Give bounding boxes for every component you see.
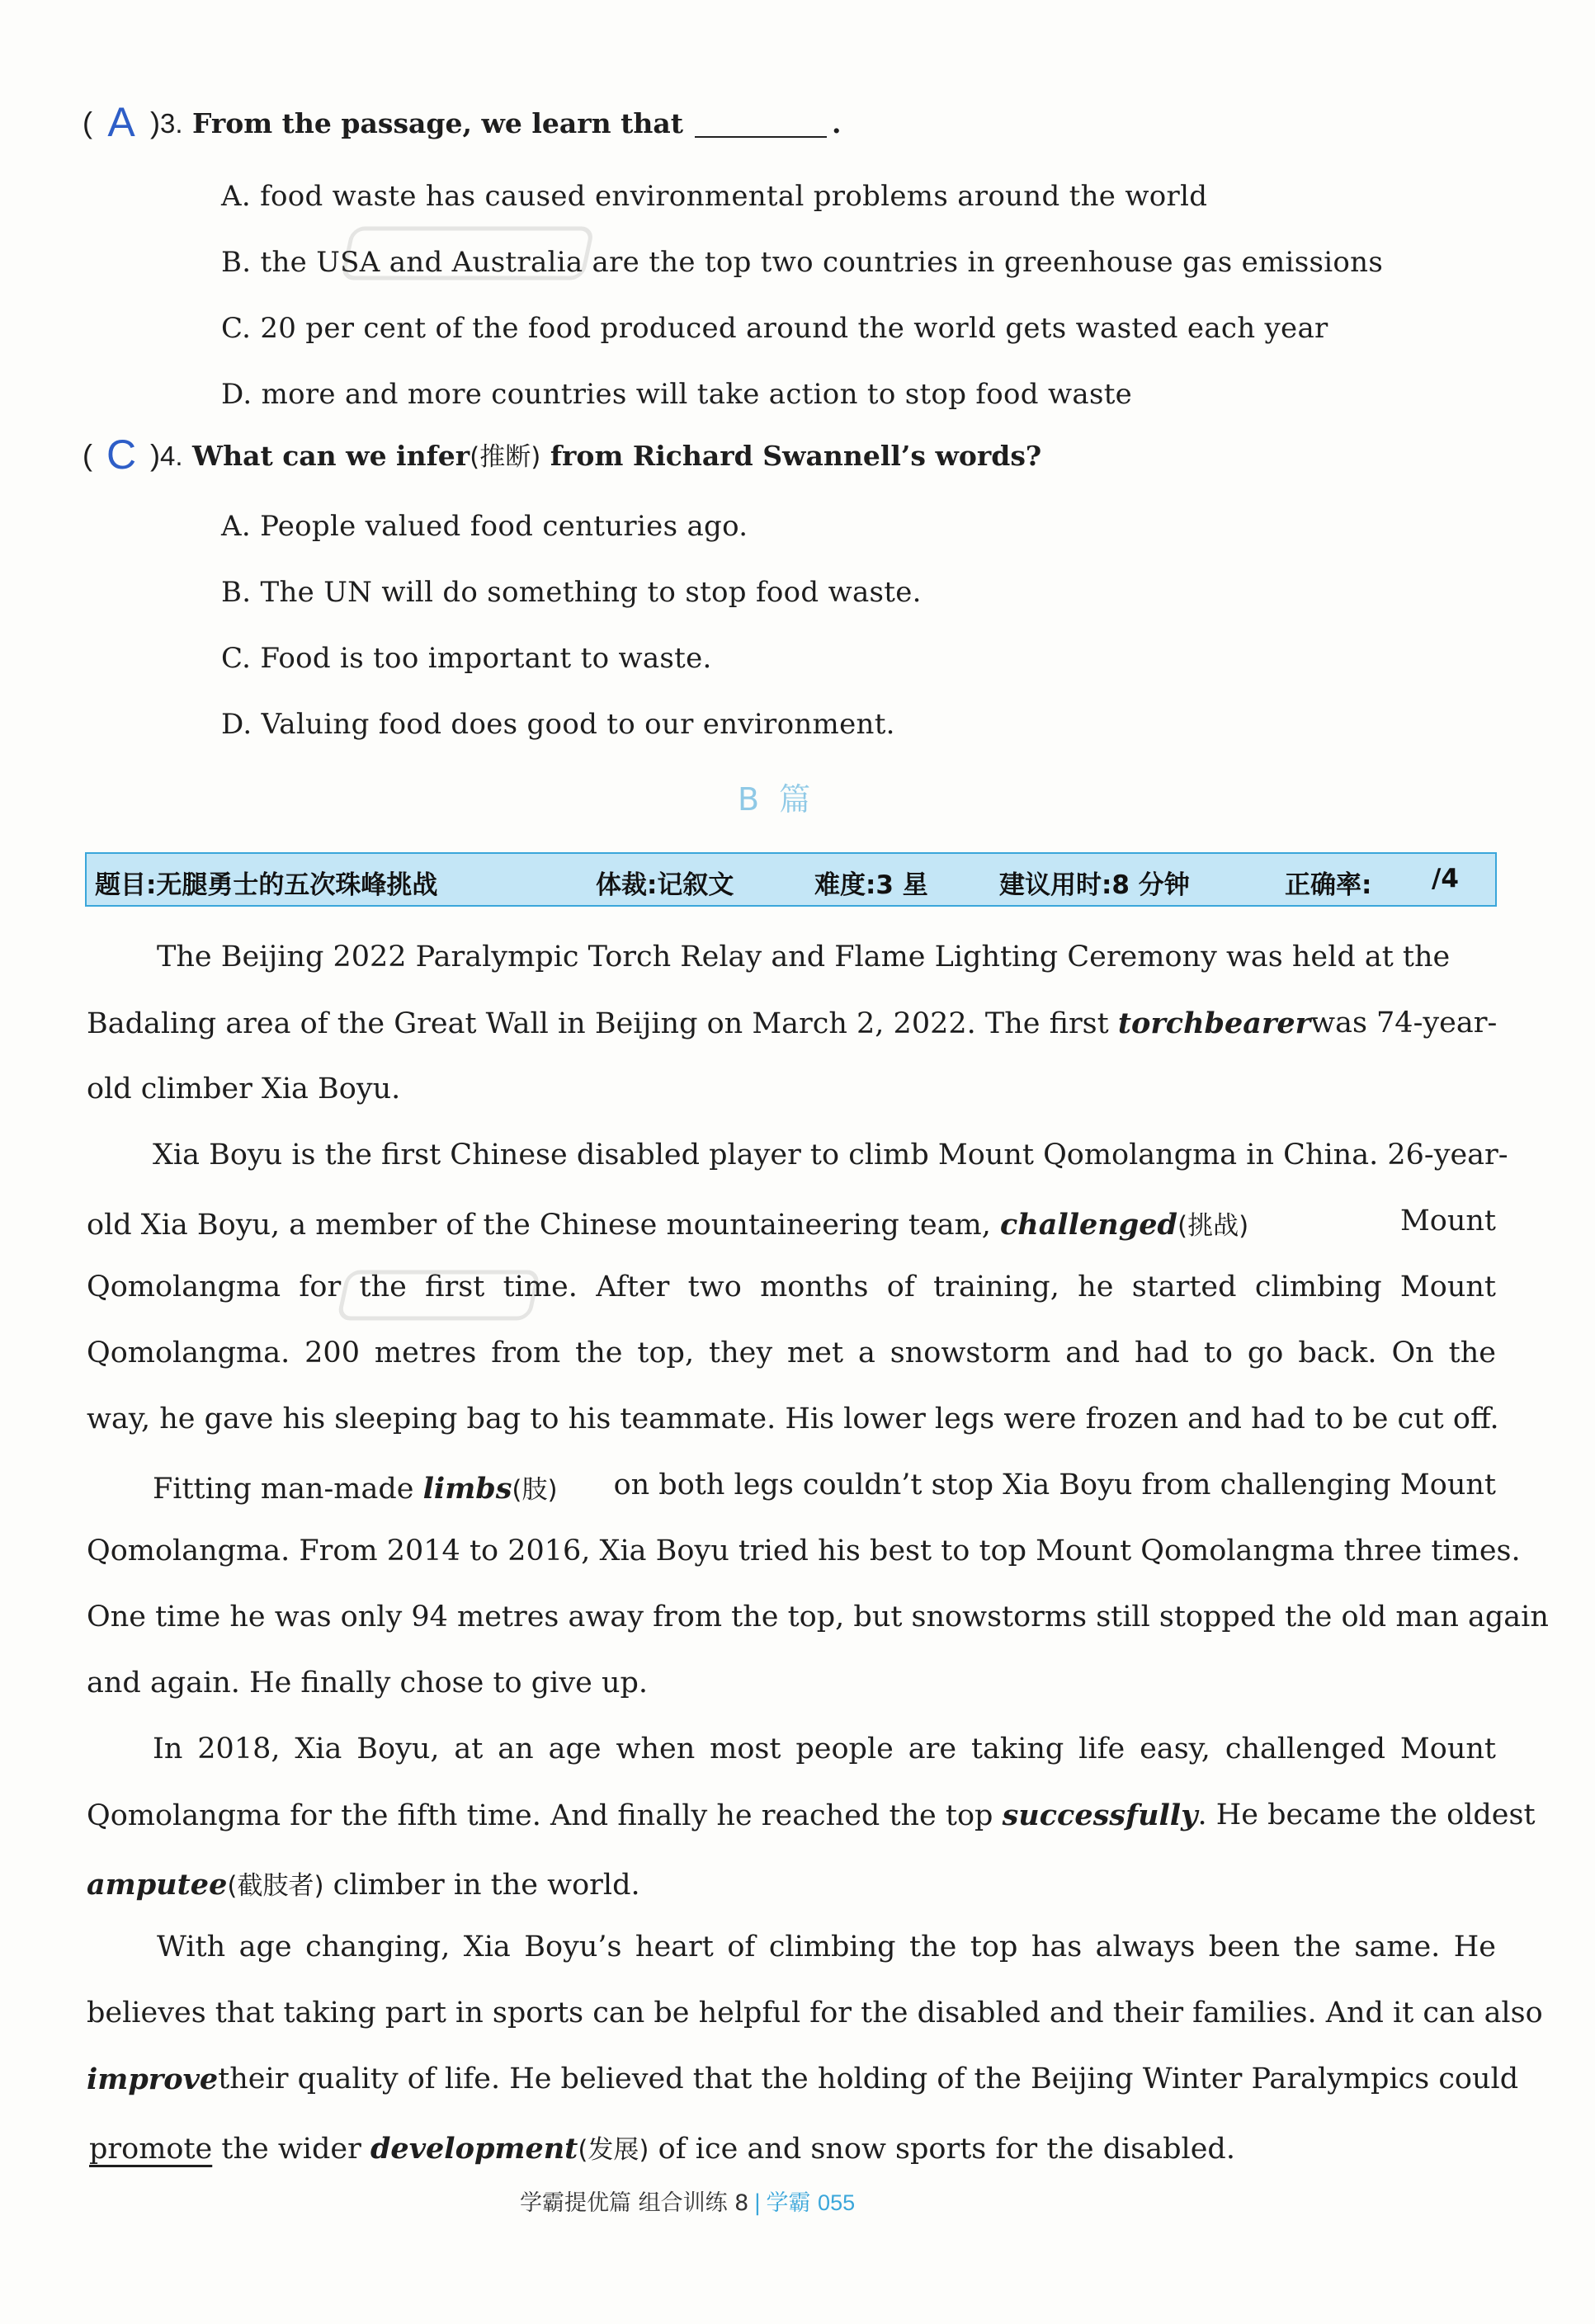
passage-line: Qomolangma for the first time. After two months of training, he started climbing Mount (87, 1270, 1496, 1303)
option-3d: D. more and more countries will take action to stop food waste (221, 378, 1133, 411)
option-3b: B. the USA and Australia are the top two countries in greenhouse gas emissions (221, 246, 1384, 279)
text-run: their quality of life. He believed that the holding of the Beijing Winter Paralympics could (218, 2062, 1519, 2095)
passage-line: and again. He finally chose to give up. (87, 1666, 649, 1699)
section-heading (738, 774, 830, 819)
paren-close: ) (150, 106, 160, 139)
passage-line: One time he was only 94 metres away from the top, but snowstorms still stopped the old man again (87, 1600, 1549, 1633)
footer-brand: 学霸 (766, 2190, 811, 2216)
banner-genre: 体裁:记叙文 (596, 870, 734, 900)
passage-line (153, 1468, 1496, 1506)
text-run: . He became the oldest (1197, 1798, 1536, 1831)
passage-line: Xia Boyu is the first Chinese disabled player to climb Mount Qomolangma in China. 26-year- (153, 1138, 1508, 1171)
gloss: (发展) (578, 2135, 649, 2165)
keyword: improve (87, 2062, 219, 2096)
passage-line (87, 2062, 1519, 2096)
option-4c: C. Food is too important to waste. (221, 642, 712, 675)
option-4a: A. People valued food centuries ago. (221, 510, 748, 543)
info-banner (85, 852, 1497, 907)
text-run: on both legs couldn’t stop Xia Boyu from challenging Mount (613, 1468, 1496, 1501)
keyword: limbs (422, 1472, 512, 1506)
passage-line: way, he gave his sleeping bag to his teammate. His lower legs were frozen and had to be cut off. (87, 1402, 1499, 1435)
page-number: 055 (818, 2190, 856, 2215)
keyword: torchbearer (1117, 1006, 1311, 1040)
passage-line (89, 2128, 1235, 2166)
question-4 (83, 431, 1042, 478)
question-stem-end: . (831, 107, 842, 139)
option-3c: C. 20 per cent of the food produced around the world gets wasted each year (221, 312, 1328, 345)
footer-label: 学霸提优篇 组合训练 8 (520, 2190, 749, 2216)
underlined-word: promote (89, 2133, 213, 2166)
paren-open: ( (83, 106, 92, 139)
page-footer (520, 2185, 855, 2217)
text-run: climber in the world. (323, 1869, 640, 1902)
question-stem-rest: from Richard Swannell’s words? (540, 440, 1042, 472)
footer-divider: | (753, 2190, 762, 2216)
paren-close: ) (150, 438, 160, 472)
banner-topic: 题目:无腿勇士的五次珠峰挑战 (95, 870, 438, 900)
question-stem: From the passage, we learn that (192, 107, 683, 139)
answer-mark: A (107, 99, 135, 145)
passage-line: Qomolangma. From 2014 to 2016, Xia Boyu tried his best to top Mount Qomolangma three times. (87, 1534, 1521, 1567)
text-run: Mount (1399, 1204, 1496, 1237)
passage-line (87, 1864, 640, 1902)
text-run: Qomolangma for the fifth time. And finally he reached the top (87, 1799, 1003, 1832)
keyword: amputee (87, 1868, 228, 1902)
banner-accuracy-label: 正确率: (1285, 870, 1372, 900)
passage-line: believes that taking part in sports can be helpful for the disabled and their families. And it can also (87, 1996, 1543, 2029)
keyword: successfully (1002, 1798, 1198, 1832)
passage-line (87, 1204, 1496, 1242)
question-number: 3. (160, 108, 183, 139)
text-run: Fitting man-made (153, 1473, 423, 1506)
option-4b: B. The UN will do something to stop food waste. (221, 576, 922, 609)
text-run: Badaling area of the Great Wall in Beijing on March 2, 2022. The first (87, 1007, 1118, 1040)
gloss: (肢) (512, 1475, 558, 1505)
banner-difficulty: 难度:3 星 (814, 870, 928, 900)
banner-accuracy-value: /4 (1432, 864, 1459, 893)
text-run: of ice and snow sports for the disabled. (649, 2133, 1235, 2166)
text-run: was 74-year- (1310, 1006, 1498, 1039)
question-stem-gloss: (推断) (470, 442, 541, 472)
option-3a: A. food waste has caused environmental problems around the world (221, 180, 1208, 213)
answer-mark: C (106, 431, 137, 478)
gloss: (挑战) (1177, 1211, 1249, 1241)
passage-line: With age changing, Xia Boyu’s heart of climbing the top has always been the same. He (157, 1930, 1496, 1963)
answer-blank (695, 111, 827, 138)
section-word: 篇 (779, 781, 831, 818)
question-number: 4. (160, 441, 183, 471)
gloss: (截肢者) (227, 1871, 324, 1901)
passage-line: old climber Xia Boyu. (87, 1072, 401, 1105)
paren-open: ( (83, 438, 92, 472)
passage-line (87, 1006, 1496, 1040)
passage-line: In 2018, Xia Boyu, at an age when most people are taking life easy, challenged Mount (153, 1732, 1496, 1765)
keyword: development (370, 2132, 578, 2166)
passage-line (87, 1798, 1536, 1832)
banner-time: 建议用时:8 分钟 (999, 870, 1190, 900)
text-run: the wider (212, 2133, 370, 2166)
option-4d: D. Valuing food does good to our environment. (221, 708, 895, 741)
question-3 (83, 99, 842, 145)
watermark-mark (330, 1262, 545, 1341)
passage-line: Qomolangma. 200 metres from the top, they met a snowstorm and had to go back. On the (87, 1336, 1496, 1369)
question-stem: What can we infer (192, 440, 470, 472)
section-letter: B (738, 781, 780, 818)
passage-line: The Beijing 2022 Paralympic Torch Relay and Flame Lighting Ceremony was held at the (157, 940, 1451, 973)
keyword: challenged (1000, 1208, 1177, 1242)
text-run: old Xia Boyu, a member of the Chinese mountaineering team, (87, 1209, 1000, 1242)
watermark-mark (333, 216, 599, 303)
